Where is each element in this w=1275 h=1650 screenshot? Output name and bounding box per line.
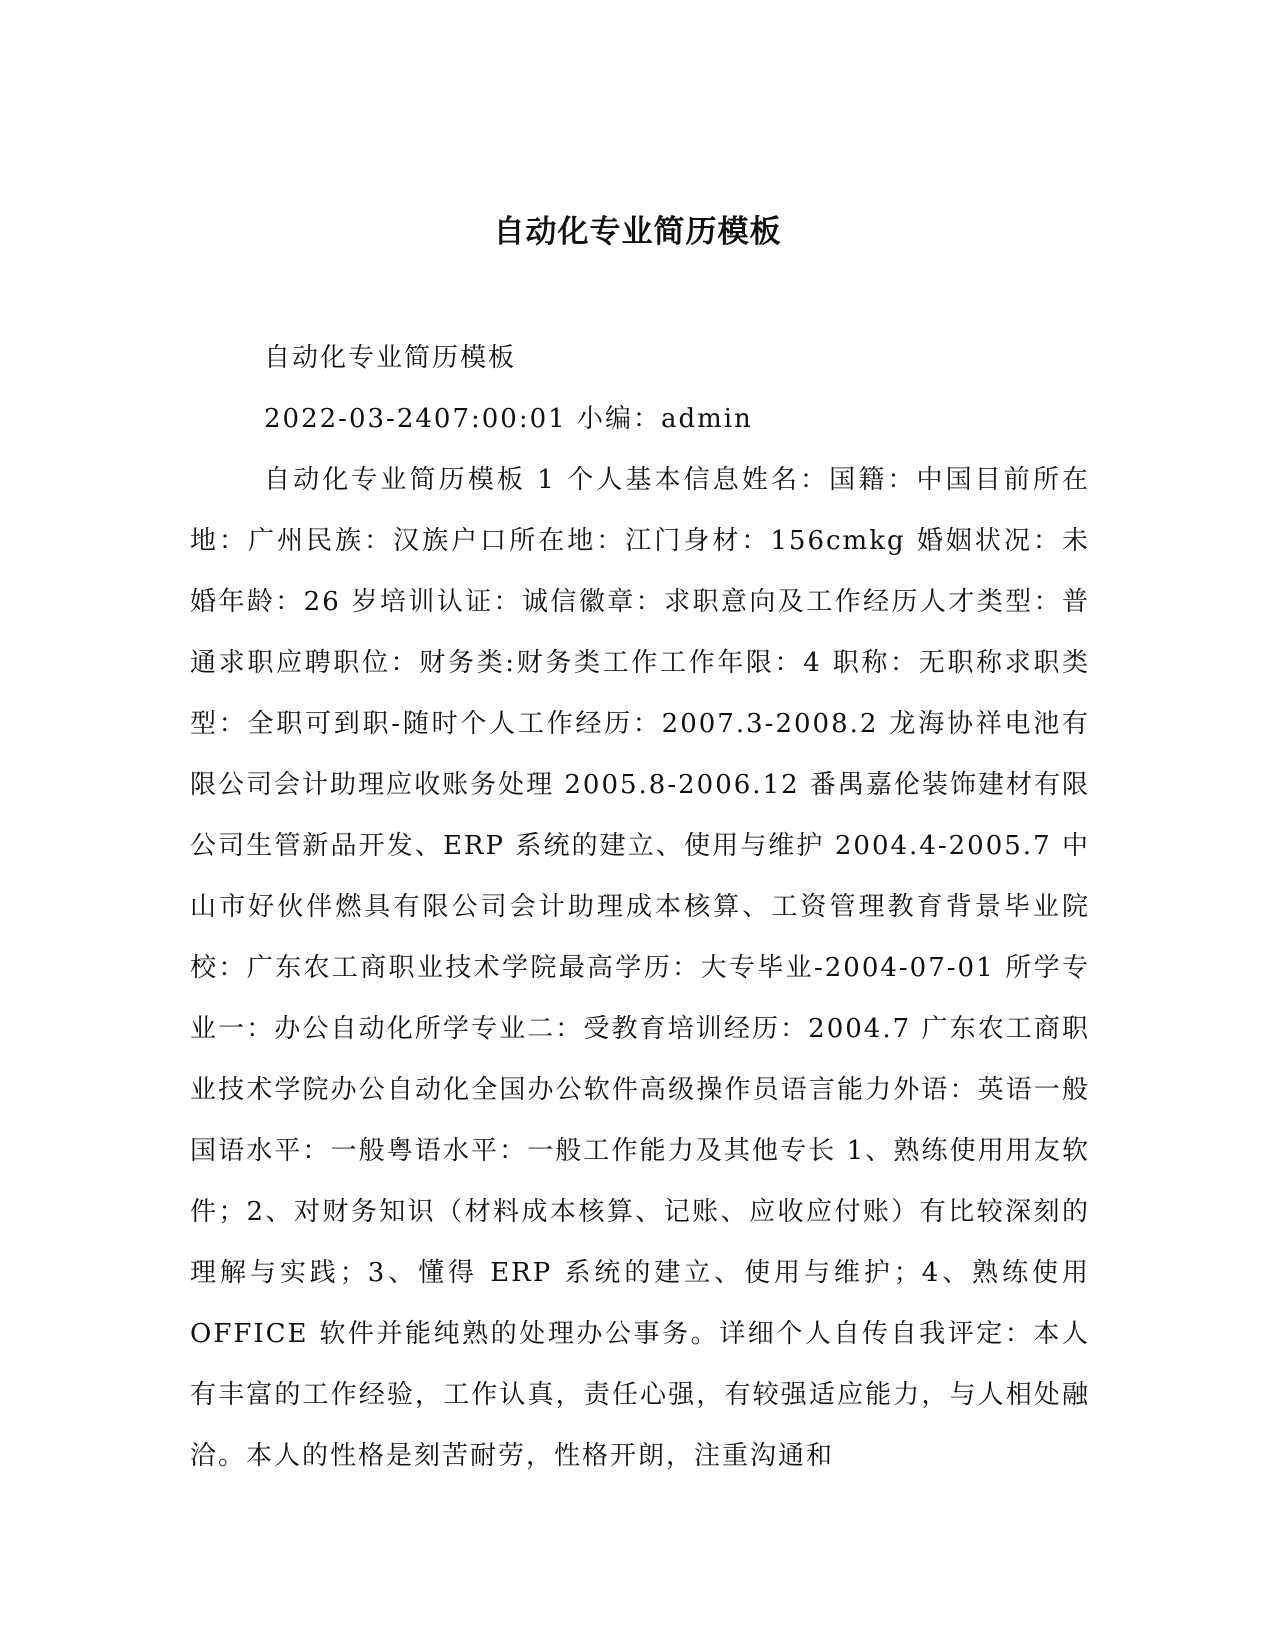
document-title: 自动化专业简历模板 (493, 214, 782, 250)
meta-paragraph: 2022-03-2407:00:01 小编：admin (264, 404, 753, 434)
body-paragraph: 自动化专业简历模板 1 个人基本信息姓名：国籍：中国目前所在地：广州民族：汉族户口所在地：江门身材：156cmkg 婚姻状况：未婚年龄：26 岁培训认证：诚信徽章：求职意向及工作经历人才类型：普通求职应聘职位：财务类:财务类工作工作年限：4 职称：无职称求职类型：全职可到职-随时个人工作经历：2007.3-2008.2 龙海协祥电池有限公司会计助理应收账务处理 2005.8-2006.12 番禺嘉伦装饰建材有限公司生管新品开发、ERP 系统的建立、使用与维护 2004.4-2005.7 中山市好伙伴燃具有限公司会计助理成本核算、工资管理教育背景毕业院校：广东农工商职业技术学院最高学历：大专毕业-2004-07-01 所学专业一：办公自动化所学专业二：受教育培训经历：2004.7 广东农工商职业技术学院办公自动化全国办公软件高级操作员语言能力外语：英语一般国语水平：一般粤语水平：一般工作能力及其他专长 1、熟练使用用友软件；2、对财务知识（材料成本核算、记账、应收应付账）有比较深刻的理解与实践；3、懂得 ERP 系统的建立、使用与维护；4、熟练使用 OFFICE 软件并能纯熟的处理办公事务。详细个人自传自我评定：本人有丰富的工作经验，工作认真，责任心强，有较强适应能力，与人相处融洽。本人的性格是刻苦耐劳，性格开朗，注重沟通和 (190, 465, 1090, 1471)
subtitle-paragraph: 自动化专业简历模板 (264, 343, 517, 373)
document-body (190, 328, 1090, 1487)
